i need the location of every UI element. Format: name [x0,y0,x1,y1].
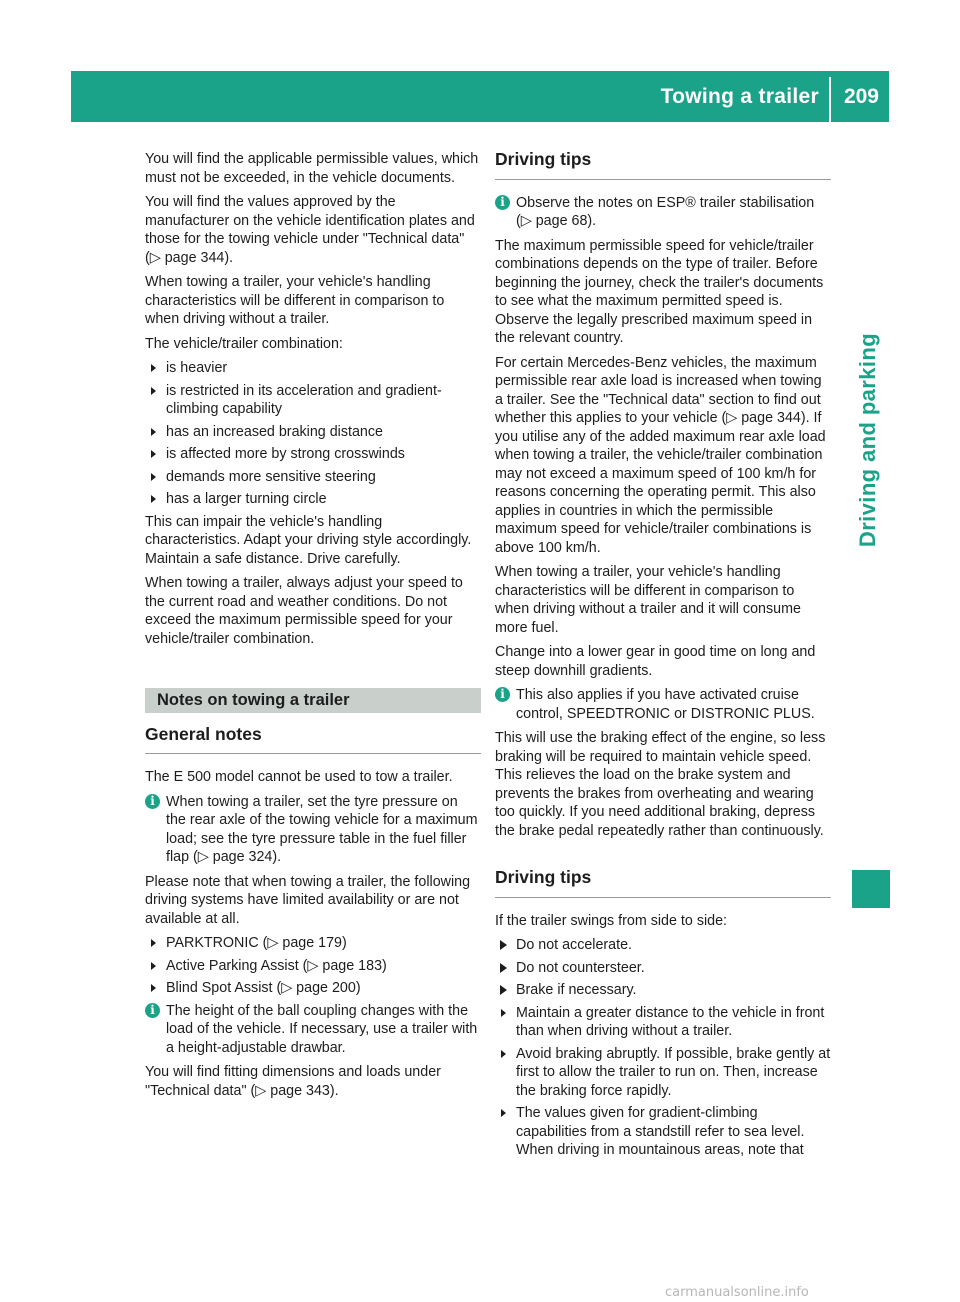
paragraph: For certain Mercedes-Benz vehicles, the maximum permissible rear axle load is increased when towing a trailer. See the "Technical data" section to find out whether this applies to your vehicle (▷ page 344). If you utilise any of the added maximum rear axle load when towing a trailer, the vehicle/trailer combination may not exceed a maximum speed of 100 km/h for reasons concerning the operating permit. This also applies in countries in which the permissible maximum speed for vehicle/trailer combinations is above 100 km/h. [495,354,826,556]
side-tab-marker [852,870,890,908]
paragraph: The vehicle/trailer combination: [145,335,343,352]
list-item: has an increased braking distance [145,423,481,442]
info-text: Observe the notes on ESP® trailer stabilisation (▷ page 68). [516,194,815,229]
list-item: Maintain a greater distance to the vehicle in front than when driving without a trailer. [495,1004,831,1041]
info-icon: i [495,195,510,210]
paragraph: You will find the values approved by the manufacturer on the vehicle identification plates and those for the towing vehicle under "Technical data" (▷ page 344). [145,194,475,266]
heading-driving-tips-2: Driving tips [495,868,831,898]
combination-list [145,359,481,509]
info-icon: i [145,1003,160,1018]
paragraph: The E 500 model cannot be used to tow a trailer. [145,769,453,785]
advice-list [495,1004,831,1160]
info-note [145,793,481,867]
page-header [71,71,889,122]
paragraph: Change into a lower gear in good time on long and steep downhill gradients. [495,644,816,679]
subheading-general-notes: General notes [145,725,481,755]
list-item: The values given for gradient-climbing capabilities from a standstill refer to sea level. When driving in mountainous areas, note that [495,1104,831,1160]
step-item: Brake if necessary. [495,981,831,1000]
list-item: PARKTRONIC (▷ page 179) [145,934,481,953]
list-item: Active Parking Assist (▷ page 183) [145,957,481,976]
info-text: When towing a trailer, set the tyre pressure on the rear axle of the towing vehicle for a maximum load; see the tyre pressure table in the fuel filler flap (▷ page 324). [166,793,478,865]
side-tab-label: Driving and parking [855,332,880,548]
info-note [495,194,831,231]
step-item: Do not accelerate. [495,936,831,955]
paragraph: Please note that when towing a trailer, the following driving systems have limited availability or are not available at all. [145,873,471,927]
paragraph: You will find fitting dimensions and loads under "Technical data" (▷ page 343). [145,1064,441,1099]
side-tab [838,122,889,1280]
info-icon: i [145,794,160,809]
page-number: 209 [843,85,879,108]
paragraph: If the trailer swings from side to side: [495,912,728,929]
info-note [145,1002,481,1058]
list-item: Avoid braking abruptly. If possible, brake gently at first to allow the trailer to run on. Then, increase the braking force rapidly. [495,1045,831,1101]
paragraph: This will use the braking effect of the engine, so less braking will be required to maintain vehicle speed. This relieves the load on the brake system and prevents the brakes from overheating and wearing too quickly. If you need additional braking, depress the brake pedal repeatedly rather than continuously. [495,730,826,839]
header-separator [829,77,831,122]
header-title: Towing a trailer [660,85,819,108]
paragraph: The maximum permissible speed for vehicle/trailer combinations depends on the type of trailer. Before beginning the journey, check the trailer's documents to see what the maximum permitted speed is. Observe the legally prescribed maximum speed in the relevant country. [495,237,824,346]
paragraph: This can impair the vehicle's handling characteristics. Adapt your driving style accordingly. Maintain a safe distance. Drive carefully. [145,513,472,567]
paragraph: When towing a trailer, your vehicle's handling characteristics will be different in comparison to when driving without a trailer. [145,274,445,327]
section-title: Notes on towing a trailer [145,688,481,713]
steps-list [495,936,831,1000]
step-item: Do not countersteer. [495,959,831,978]
watermark: carmanualsonline.info [665,1285,809,1300]
heading-driving-tips: Driving tips [495,150,831,180]
info-icon: i [495,687,510,702]
list-item: is heavier [145,359,481,378]
right-column [495,150,831,1164]
paragraph: You will find the applicable permissible values, which must not be exceeded, in the vehicle documents. [145,151,479,186]
list-item: has a larger turning circle [145,490,481,509]
paragraph: When towing a trailer, always adjust your speed to the current road and weather conditions. Do not exceed the maximum permissible speed for your vehicle/trailer combination. [145,575,463,647]
paragraph: When towing a trailer, your vehicle's handling characteristics will be different in comparison to when driving without a trailer and it will consume more fuel. [495,564,801,636]
list-item: is affected more by strong crosswinds [145,445,481,464]
info-text: The height of the ball coupling changes with the load of the vehicle. If necessary, use a trailer with a height-adjustable drawbar. [166,1002,478,1056]
systems-list [145,934,481,998]
info-note [495,686,831,723]
list-item: Blind Spot Assist (▷ page 200) [145,979,481,998]
info-text: This also applies if you have activated cruise control, SPEEDTRONIC or DISTRONIC PLUS. [516,687,815,722]
spacer [495,846,831,868]
list-item: demands more sensitive steering [145,468,481,487]
list-item: is restricted in its acceleration and gradient-climbing capability [145,382,481,419]
left-column [145,150,481,1106]
